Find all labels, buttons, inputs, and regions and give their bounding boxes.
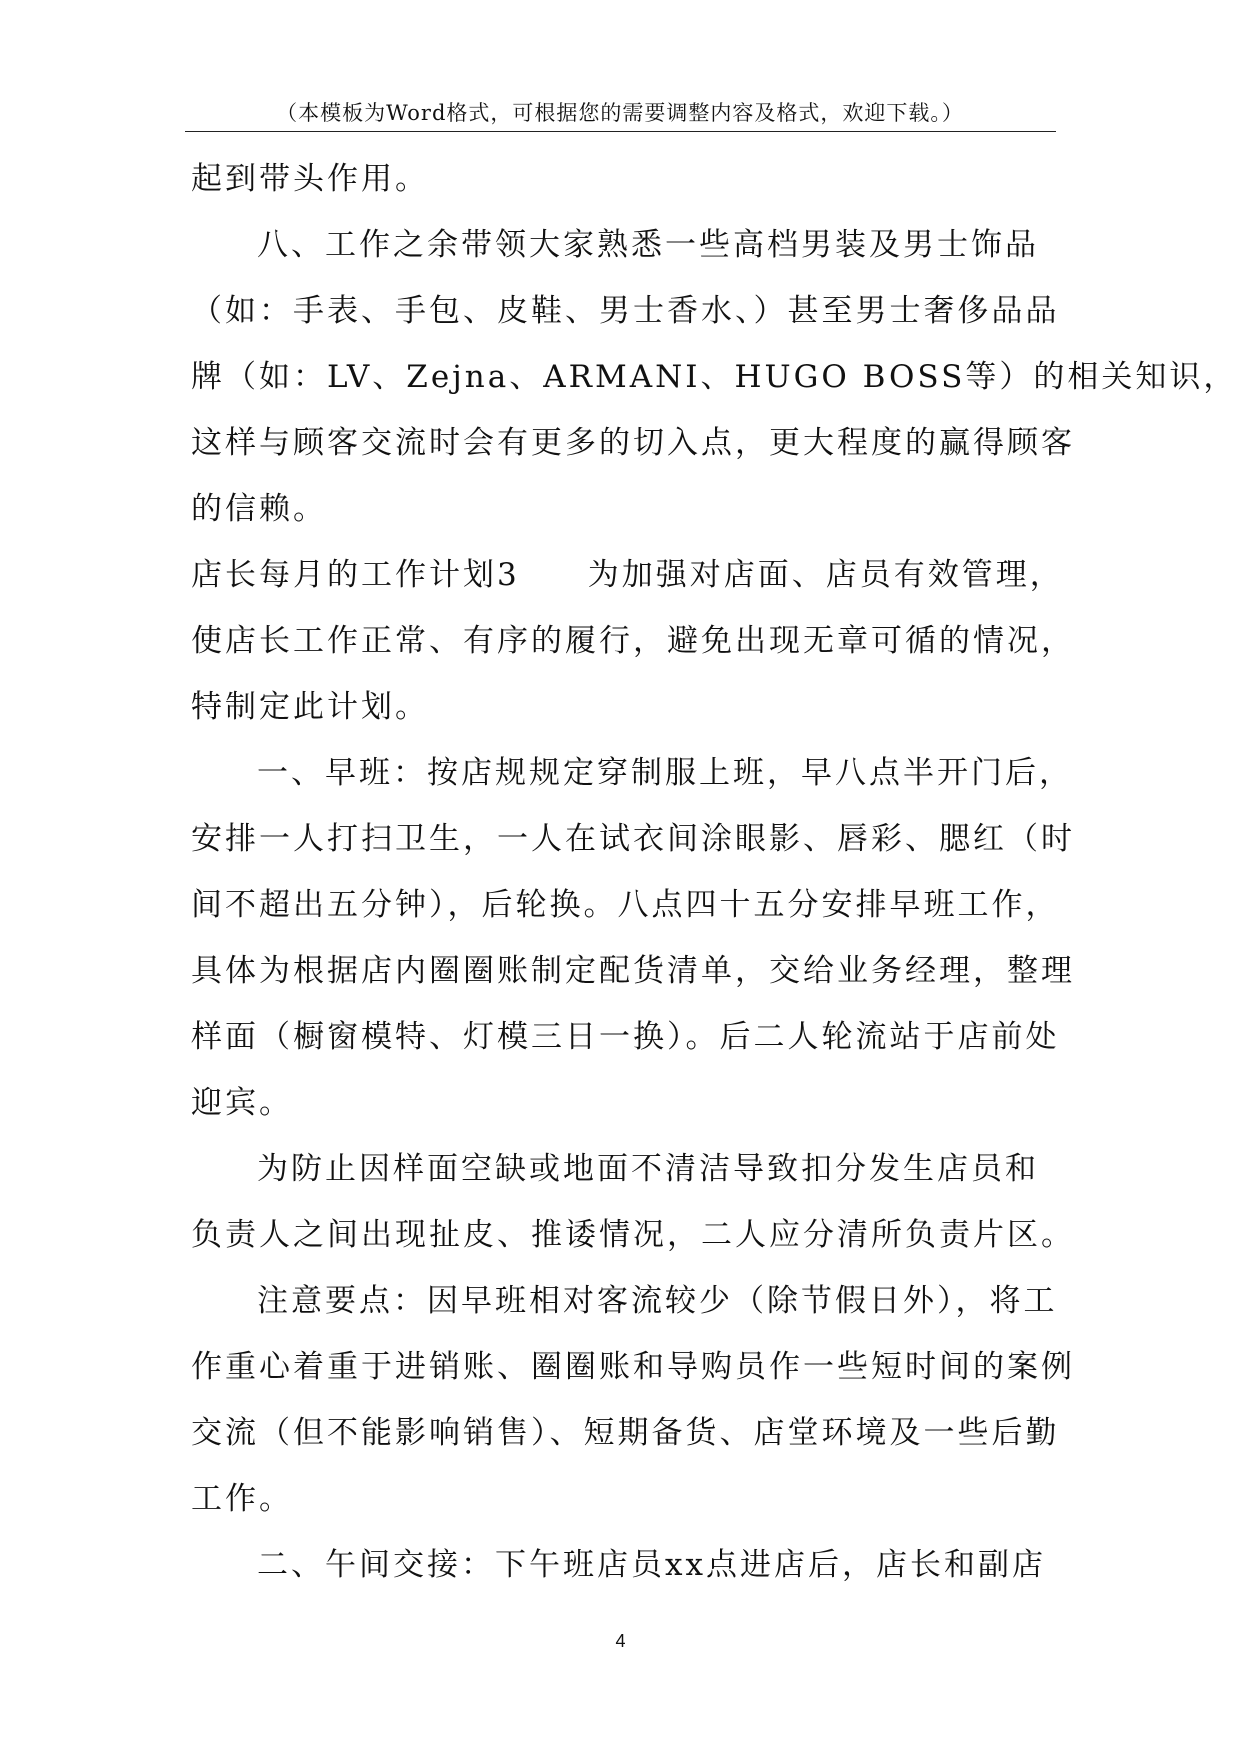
body-line: 起到带头作用。: [191, 161, 429, 197]
body-line: 间不超出五分钟），后轮换。八点四十五分安排早班工作，: [191, 887, 1060, 923]
body-line: 负责人之间出现扯皮、推诿情况，二人应分清所负责片区。: [191, 1217, 1075, 1253]
body-line: （如：手表、手包、皮鞋、男士香水、）甚至男士奢侈品品: [191, 293, 1060, 329]
body-line: 牌（如：LV、Zejna、ARMANI、HUGO BOSS等）的相关知识，: [191, 359, 1238, 395]
body-line: 八、工作之余带领大家熟悉一些高档男装及男士饰品: [257, 227, 1039, 263]
body-line: 安排一人打扫卫生，一人在试衣间涂眼影、唇彩、腮红（时: [191, 821, 1075, 857]
body-line: 交流（但不能影响销售）、短期备货、店堂环境及一些后勤: [191, 1415, 1060, 1451]
page-number: 4: [615, 1631, 626, 1651]
body-line: 的信赖。: [191, 491, 327, 527]
body-line: 使店长工作正常、有序的履行，避免出现无章可循的情况，: [191, 623, 1075, 659]
body-line: 店长每月的工作计划3 为加强对店面、店员有效管理，: [191, 557, 1064, 593]
body-line: 作重心着重于进销账、圈圈账和导购员作一些短时间的案例: [191, 1349, 1075, 1385]
body-line: 迎宾。: [191, 1085, 293, 1121]
body-line: 工作。: [191, 1481, 293, 1517]
template-note-header: （本模板为Word格式，可根据您的需要调整内容及格式，欢迎下载。）: [276, 101, 964, 125]
body-line: 样面（橱窗模特、灯模三日一换）。后二人轮流站于店前处: [191, 1019, 1060, 1055]
body-line: 具体为根据店内圈圈账制定配货清单，交给业务经理，整理: [191, 953, 1075, 989]
document-body: [191, 146, 1238, 1598]
header-divider: [185, 131, 1056, 132]
body-line: 特制定此计划。: [191, 689, 429, 725]
body-line: 一、早班：按店规规定穿制服上班，早八点半开门后，: [257, 755, 1073, 791]
body-line: 为防止因样面空缺或地面不清洁导致扣分发生店员和: [257, 1151, 1039, 1187]
body-line: 这样与顾客交流时会有更多的切入点，更大程度的赢得顾客: [191, 425, 1075, 461]
body-line: 注意要点：因早班相对客流较少（除节假日外），将工: [257, 1283, 1058, 1319]
body-line: 二、午间交接：下午班店员xx点进店后，店长和副店: [257, 1547, 1046, 1583]
